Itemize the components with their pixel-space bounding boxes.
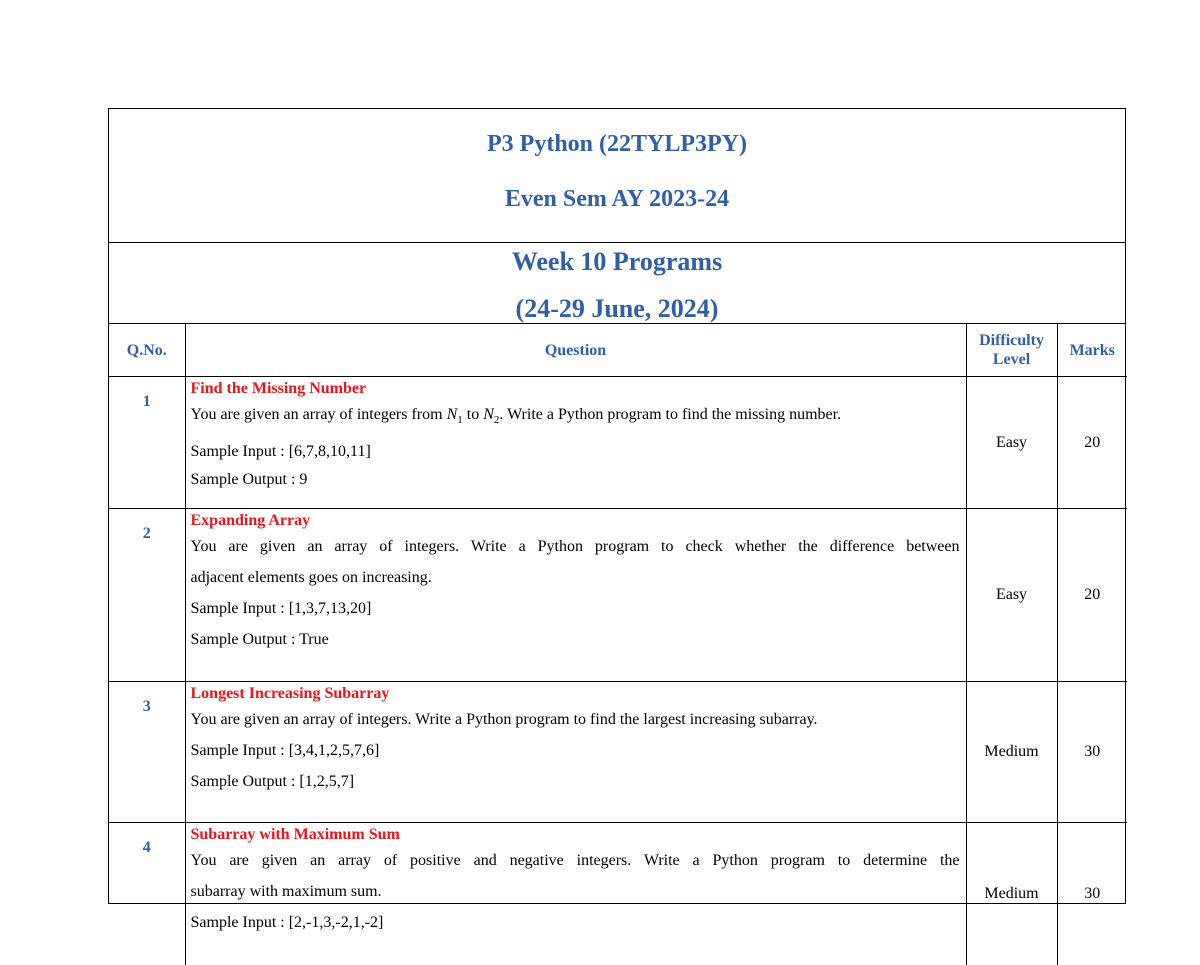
sample-input: Sample Input : [6,7,8,10,11] [191, 436, 960, 467]
table-row [109, 823, 1127, 965]
table-header-row [109, 324, 1127, 377]
sample-output: Sample Output : 9 [191, 467, 960, 493]
sample-input: Sample Input : [1,3,7,13,20] [191, 593, 960, 624]
week-block [109, 243, 1125, 324]
question-title: Find the Missing Number [191, 379, 960, 399]
sample-output: Sample Output : [1,2,5,7] [191, 766, 960, 797]
title-block [109, 109, 1125, 243]
question-cell [185, 823, 966, 965]
question-cell [185, 682, 966, 823]
semester-title: Even Sem AY 2023-24 [109, 186, 1125, 213]
question-cell [185, 509, 966, 682]
question-cell [185, 377, 966, 509]
column-header-question: Question [185, 324, 966, 377]
questions-table [109, 324, 1127, 965]
column-header-marks: Marks [1057, 324, 1127, 377]
question-text-line-1: You are given an array of integers. Write a Python program to check whether the difference between [191, 531, 960, 562]
question-number: 1 [109, 377, 185, 509]
table-row [109, 682, 1127, 823]
week-dates: (24-29 June, 2024) [109, 294, 1125, 324]
table-row [109, 509, 1127, 682]
marks-value: 20 [1057, 509, 1127, 682]
column-header-difficulty [966, 324, 1057, 377]
course-title: P3 Python (22TYLP3PY) [109, 131, 1125, 158]
table-row [109, 377, 1127, 509]
question-title: Expanding Array [191, 511, 960, 531]
column-header-qno: Q.No. [109, 324, 185, 377]
document-page [108, 108, 1126, 904]
question-text: You are given an array of integers. Write a Python program to find the largest increasing subarray. [191, 704, 960, 735]
sample-input: Sample Input : [3,4,1,2,5,7,6] [191, 735, 960, 766]
question-text-line-2: adjacent elements goes on increasing. [191, 562, 960, 593]
week-title: Week 10 Programs [109, 247, 1125, 277]
marks-value: 20 [1057, 377, 1127, 509]
question-number: 2 [109, 509, 185, 682]
question-text: You are given an array of integers from $N_1$ to $N_2$. Write a Python program to find the missing number. [191, 399, 960, 436]
question-title: Longest Increasing Subarray [191, 684, 960, 704]
question-text-line-1: You are given an array of positive and negative integers. Write a Python program to determine the [191, 845, 960, 876]
marks-value: 30 [1057, 682, 1127, 823]
difficulty-level: Medium [966, 823, 1057, 965]
question-text-line-2: subarray with maximum sum. [191, 876, 960, 907]
marks-value: 30 [1057, 823, 1127, 965]
question-title: Subarray with Maximum Sum [191, 825, 960, 845]
question-number: 4 [109, 823, 185, 965]
difficulty-level: Medium [966, 682, 1057, 823]
column-header-difficulty-label: Difficulty Level [972, 331, 1052, 369]
difficulty-level: Easy [966, 377, 1057, 509]
sample-output: Sample Output : True [191, 624, 960, 655]
difficulty-level: Easy [966, 509, 1057, 682]
sample-input: Sample Input : [2,-1,3,-2,1,-2] [191, 907, 960, 938]
question-number: 3 [109, 682, 185, 823]
